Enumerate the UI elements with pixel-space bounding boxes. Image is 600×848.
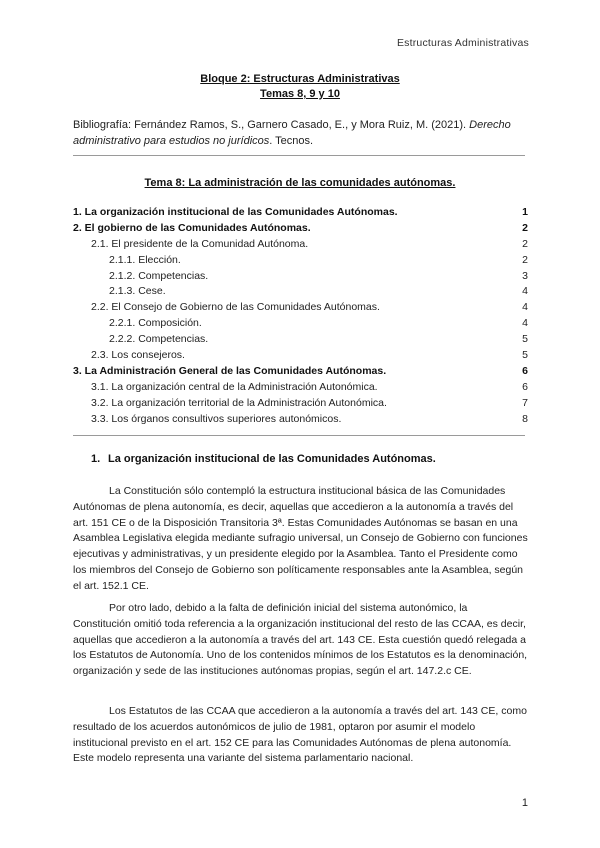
toc-item[interactable] bbox=[73, 317, 528, 333]
toc-item-label: 3.3. Los órganos consultivos superiores autonómicos. bbox=[91, 412, 342, 425]
paragraph bbox=[73, 601, 528, 680]
title-line-bloque: Bloque 2: Estructuras Administrativas bbox=[200, 73, 400, 85]
toc-item-page: 2 bbox=[522, 237, 528, 250]
toc-item[interactable] bbox=[73, 365, 528, 381]
toc-item-label: 3.1. La organización central de la Administración Autonómica. bbox=[91, 380, 378, 393]
document-title bbox=[0, 72, 600, 102]
toc-item-label: 1. La organización institucional de las Comunidades Autónomas. bbox=[73, 206, 398, 218]
bibliography-suffix: . Tecnos. bbox=[269, 135, 314, 147]
paragraph bbox=[73, 484, 528, 595]
toc-item-page: 5 bbox=[522, 333, 528, 346]
toc-item[interactable] bbox=[73, 222, 528, 238]
toc-item[interactable] bbox=[73, 206, 528, 222]
page-number: 1 bbox=[521, 797, 528, 809]
toc-item-page: 4 bbox=[522, 285, 528, 298]
toc-item-page: 6 bbox=[522, 364, 528, 377]
bibliography-prefix: Bibliografía: Fernández Ramos, S., Garnero Casado, E., y Mora Ruiz, M. (2021). bbox=[73, 119, 470, 131]
toc-item[interactable] bbox=[73, 285, 528, 301]
section-title: La organización institucional de las Comunidades Autónomas. bbox=[108, 453, 436, 465]
toc-item-page: 6 bbox=[522, 380, 528, 393]
toc-item-page: 4 bbox=[522, 301, 528, 314]
toc-item-label: 3. La Administración General de las Comunidades Autónomas. bbox=[73, 364, 387, 377]
tema-title: Tema 8: La administración de las comunidades autónomas. bbox=[144, 177, 456, 189]
toc-item[interactable] bbox=[73, 349, 528, 365]
toc-item[interactable] bbox=[73, 301, 528, 317]
toc-item[interactable] bbox=[73, 254, 528, 270]
toc-item[interactable] bbox=[73, 397, 528, 413]
toc-item-label: 2.1.3. Cese. bbox=[109, 285, 166, 298]
toc-item-page: 5 bbox=[522, 349, 528, 362]
toc-item-label: 2.1. El presidente de la Comunidad Autónoma. bbox=[91, 237, 309, 250]
toc-item-page: 4 bbox=[522, 317, 528, 330]
toc-item[interactable] bbox=[73, 238, 528, 254]
title-line-temas: Temas 8, 9 y 10 bbox=[260, 88, 340, 100]
toc-item-label: 2. El gobierno de las Comunidades Autónomas. bbox=[73, 221, 311, 234]
divider-toc bbox=[73, 435, 525, 436]
toc-item-page: 2 bbox=[522, 221, 528, 234]
section-heading bbox=[91, 453, 436, 465]
toc-item-page: 1 bbox=[522, 206, 528, 218]
bibliography-book-title: Derecho administrativo para estudios no jurídicos bbox=[73, 119, 511, 147]
toc-item-page: 3 bbox=[522, 269, 528, 282]
toc-item-label: 2.2.1. Composición. bbox=[109, 317, 202, 330]
toc-item-page: 8 bbox=[522, 412, 528, 425]
paragraph-text: Por otro lado, debido a la falta de definición inicial del sistema autonómico, la Constitución omitió toda referencia a la organización institucional del resto de las CCAA, es decir, aquellas que accedieron a la autonomía a través del art. 143 CE. Esta cuestión quedó relegada a los Estatutos de Autonomía. Uno de los contenidos mínimos de los Estatutos es la denominación, organización y sede de las instituciones autónomas propias, según el art. 147.2.c CE. bbox=[73, 602, 528, 678]
toc-item[interactable] bbox=[73, 413, 528, 429]
toc-item-label: 3.2. La organización territorial de la Administración Autonómica. bbox=[91, 396, 387, 409]
bibliography bbox=[73, 117, 528, 149]
toc-item-label: 2.3. Los consejeros. bbox=[91, 349, 185, 362]
running-header: Estructuras Administrativas bbox=[396, 37, 529, 49]
table-of-contents bbox=[73, 206, 528, 428]
toc-item-label: 2.2.2. Competencias. bbox=[109, 333, 209, 346]
divider-top bbox=[73, 155, 525, 156]
toc-item-page: 7 bbox=[522, 396, 528, 409]
toc-item-label: 2.2. El Consejo de Gobierno de las Comunidades Autónomas. bbox=[91, 301, 380, 314]
toc-item[interactable] bbox=[73, 270, 528, 286]
paragraph-text: Los Estatutos de las CCAA que accedieron a la autonomía a través del art. 143 CE, como resultado de los acuerdos autonómicos de julio de 1981, optaron por asumir el modelo institucional previsto en el art. 152 CE para las Comunidades Autónomas de plena autonomía. Este modelo representa una variante del sistema parlamentario nacional. bbox=[73, 705, 527, 765]
toc-item-page: 2 bbox=[522, 253, 528, 266]
toc-item[interactable] bbox=[73, 333, 528, 349]
toc-item-label: 2.1.1. Elección. bbox=[109, 253, 181, 266]
paragraph bbox=[73, 704, 528, 767]
section-number: 1. bbox=[91, 453, 101, 465]
paragraph-text: La Constitución sólo contempló la estructura institucional básica de las Comunidades Autónomas de plena autonomía, es decir, aquellas que accedieron a la autonomía a través del art. 151 CE o de la Disposición Transitoria 3ª. Estas Comunidades Autónomas se basan en una Asamblea Legislativa elegida mediante sufragio universal, un Consejo de Gobierno con funciones ejecutivas y administrativas, y un presidente elegido por la Asamblea. Tanto el Presidente como los miembros del Consejo de Gobierno son políticamente responsables ante la Asamblea, según el art. 152.1 CE. bbox=[73, 485, 528, 592]
toc-item-label: 2.1.2. Competencias. bbox=[109, 269, 209, 282]
toc-item[interactable] bbox=[73, 381, 528, 397]
